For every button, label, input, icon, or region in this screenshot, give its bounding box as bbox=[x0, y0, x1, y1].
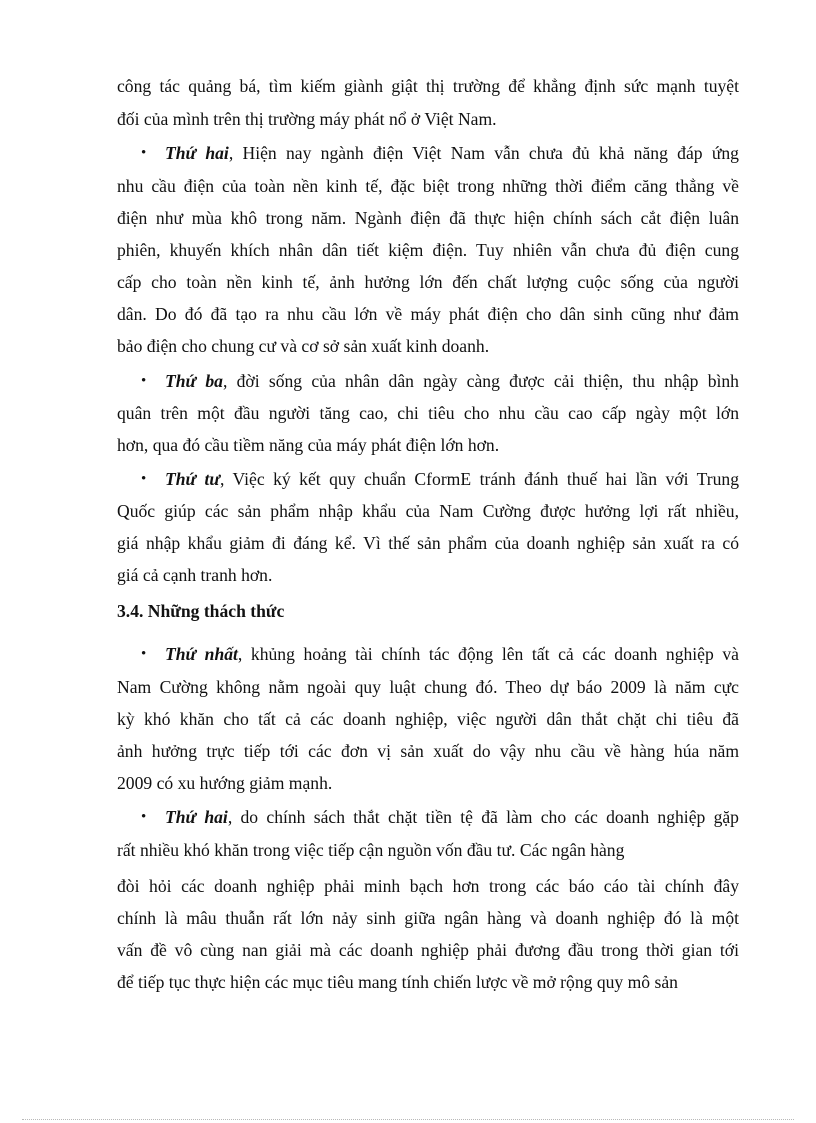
bullet-text: , khủng hoảng tài chính tác động lên tất cả các doanh nghiệp và bbox=[237, 644, 739, 664]
paragraph-line: vấn đề vô cùng nan giải mà các doanh nghiệp phải đương đầu trong thời gian tới bbox=[117, 940, 739, 960]
paragraph-line: quân trên một đầu người tăng cao, chi tiêu cho nhu cầu cao cấp ngày một lớn bbox=[117, 403, 739, 423]
paragraph-line: hơn, qua đó cầu tiềm năng của máy phát điện lớn hơn. bbox=[117, 435, 500, 455]
bullet-text: , Hiện nay ngành điện Việt Nam vẫn chưa đủ khả năng đáp ứng bbox=[228, 143, 739, 163]
bullet-icon: • bbox=[141, 646, 147, 662]
paragraph-line: rất nhiều khó khăn trong việc tiếp cận nguồn vốn đầu tư. Các ngân hàng bbox=[117, 840, 625, 860]
paragraph-line: công tác quảng bá, tìm kiếm giành giật thị trường để khẳng định sức mạnh tuyệt bbox=[117, 76, 739, 96]
paragraph-line: Quốc giúp các sản phẩm nhập khẩu của Nam Cường được hưởng lợi rất nhiều, bbox=[117, 501, 739, 521]
paragraph-line: dân. Do đó đã tạo ra nhu cầu lớn về máy phát điện cho dân sinh cũng như đảm bbox=[117, 304, 739, 324]
paragraph-line: nhu cầu điện của toàn nền kinh tế, đặc biệt trong những thời điểm căng thẳng về bbox=[117, 176, 739, 196]
paragraph-line: bảo điện cho chung cư và cơ sở sản xuất kinh doanh. bbox=[117, 336, 490, 356]
bullet-icon: • bbox=[141, 471, 147, 487]
paragraph-line: điện như mùa khô trong năm. Ngành điện đã thực hiện chính sách cắt điện luân bbox=[117, 208, 739, 228]
bullet-label: Thứ tư bbox=[165, 469, 220, 489]
bullet-first-line bbox=[165, 801, 739, 833]
paragraph-line: cấp cho toàn nền kinh tế, ảnh hưởng lớn đến chất lượng cuộc sống của người bbox=[117, 272, 739, 292]
bullet-first-line bbox=[165, 137, 739, 169]
paragraph-line: để tiếp tục thực hiện các mục tiêu mang tính chiến lược về mở rộng quy mô sản bbox=[117, 972, 678, 992]
bullet-text: , Việc ký kết quy chuẩn CformE tránh đánh thuế hai lần với Trung bbox=[219, 469, 739, 489]
paragraph-line: 2009 có xu hướng giảm mạnh. bbox=[117, 773, 333, 793]
bullet-label: Thứ hai bbox=[165, 807, 228, 827]
bullet-icon: • bbox=[141, 145, 147, 161]
bullet-text: , do chính sách thắt chặt tiền tệ đã làm cho các doanh nghiệp gặp bbox=[227, 807, 739, 827]
section-heading: 3.4. Những thách thức bbox=[117, 601, 285, 621]
bullet-text: , đời sống của nhân dân ngày càng được cải thiện, thu nhập bình bbox=[222, 371, 739, 391]
bullet-label: Thứ nhất bbox=[165, 644, 238, 664]
bullet-label: Thứ ba bbox=[165, 371, 223, 391]
bullet-first-line bbox=[165, 638, 739, 670]
paragraph-line: Nam Cường không nằm ngoài quy luật chung đó. Theo dự báo 2009 là năm cực bbox=[117, 677, 739, 697]
bullet-icon: • bbox=[141, 373, 147, 389]
paragraph-line: chính là mâu thuẫn rất lớn nảy sinh giữa ngân hàng và doanh nghiệp đó là một bbox=[117, 908, 739, 928]
paragraph-line: giá cả cạnh tranh hơn. bbox=[117, 565, 273, 585]
paragraph-line: ảnh hưởng trực tiếp tới các đơn vị sản xuất do vậy nhu cầu về hàng húa năm bbox=[117, 741, 739, 761]
bullet-label: Thứ hai bbox=[165, 143, 229, 163]
paragraph-line: đòi hỏi các doanh nghiệp phải minh bạch hơn trong các báo cáo tài chính đây bbox=[117, 876, 739, 896]
bullet-icon: • bbox=[141, 809, 147, 825]
bullet-first-line bbox=[165, 463, 739, 495]
paragraph-line: phiên, khuyến khích nhân dân tiết kiệm điện. Tuy nhiên vẫn chưa đủ điện cung bbox=[117, 240, 739, 260]
paragraph-line: kỳ khó khăn cho tất cả các doanh nghiệp, việc người dân thắt chặt chi tiêu đã bbox=[117, 709, 739, 729]
paragraph-line: giá nhập khẩu giảm đi đáng kể. Vì thế sản phẩm của doanh nghiệp sản xuất ra có bbox=[117, 533, 739, 553]
bullet-first-line bbox=[165, 365, 739, 397]
paragraph-line: đối của mình trên thị trường máy phát nổ ở Việt Nam. bbox=[117, 109, 497, 129]
page-footer-rule bbox=[22, 1119, 794, 1120]
